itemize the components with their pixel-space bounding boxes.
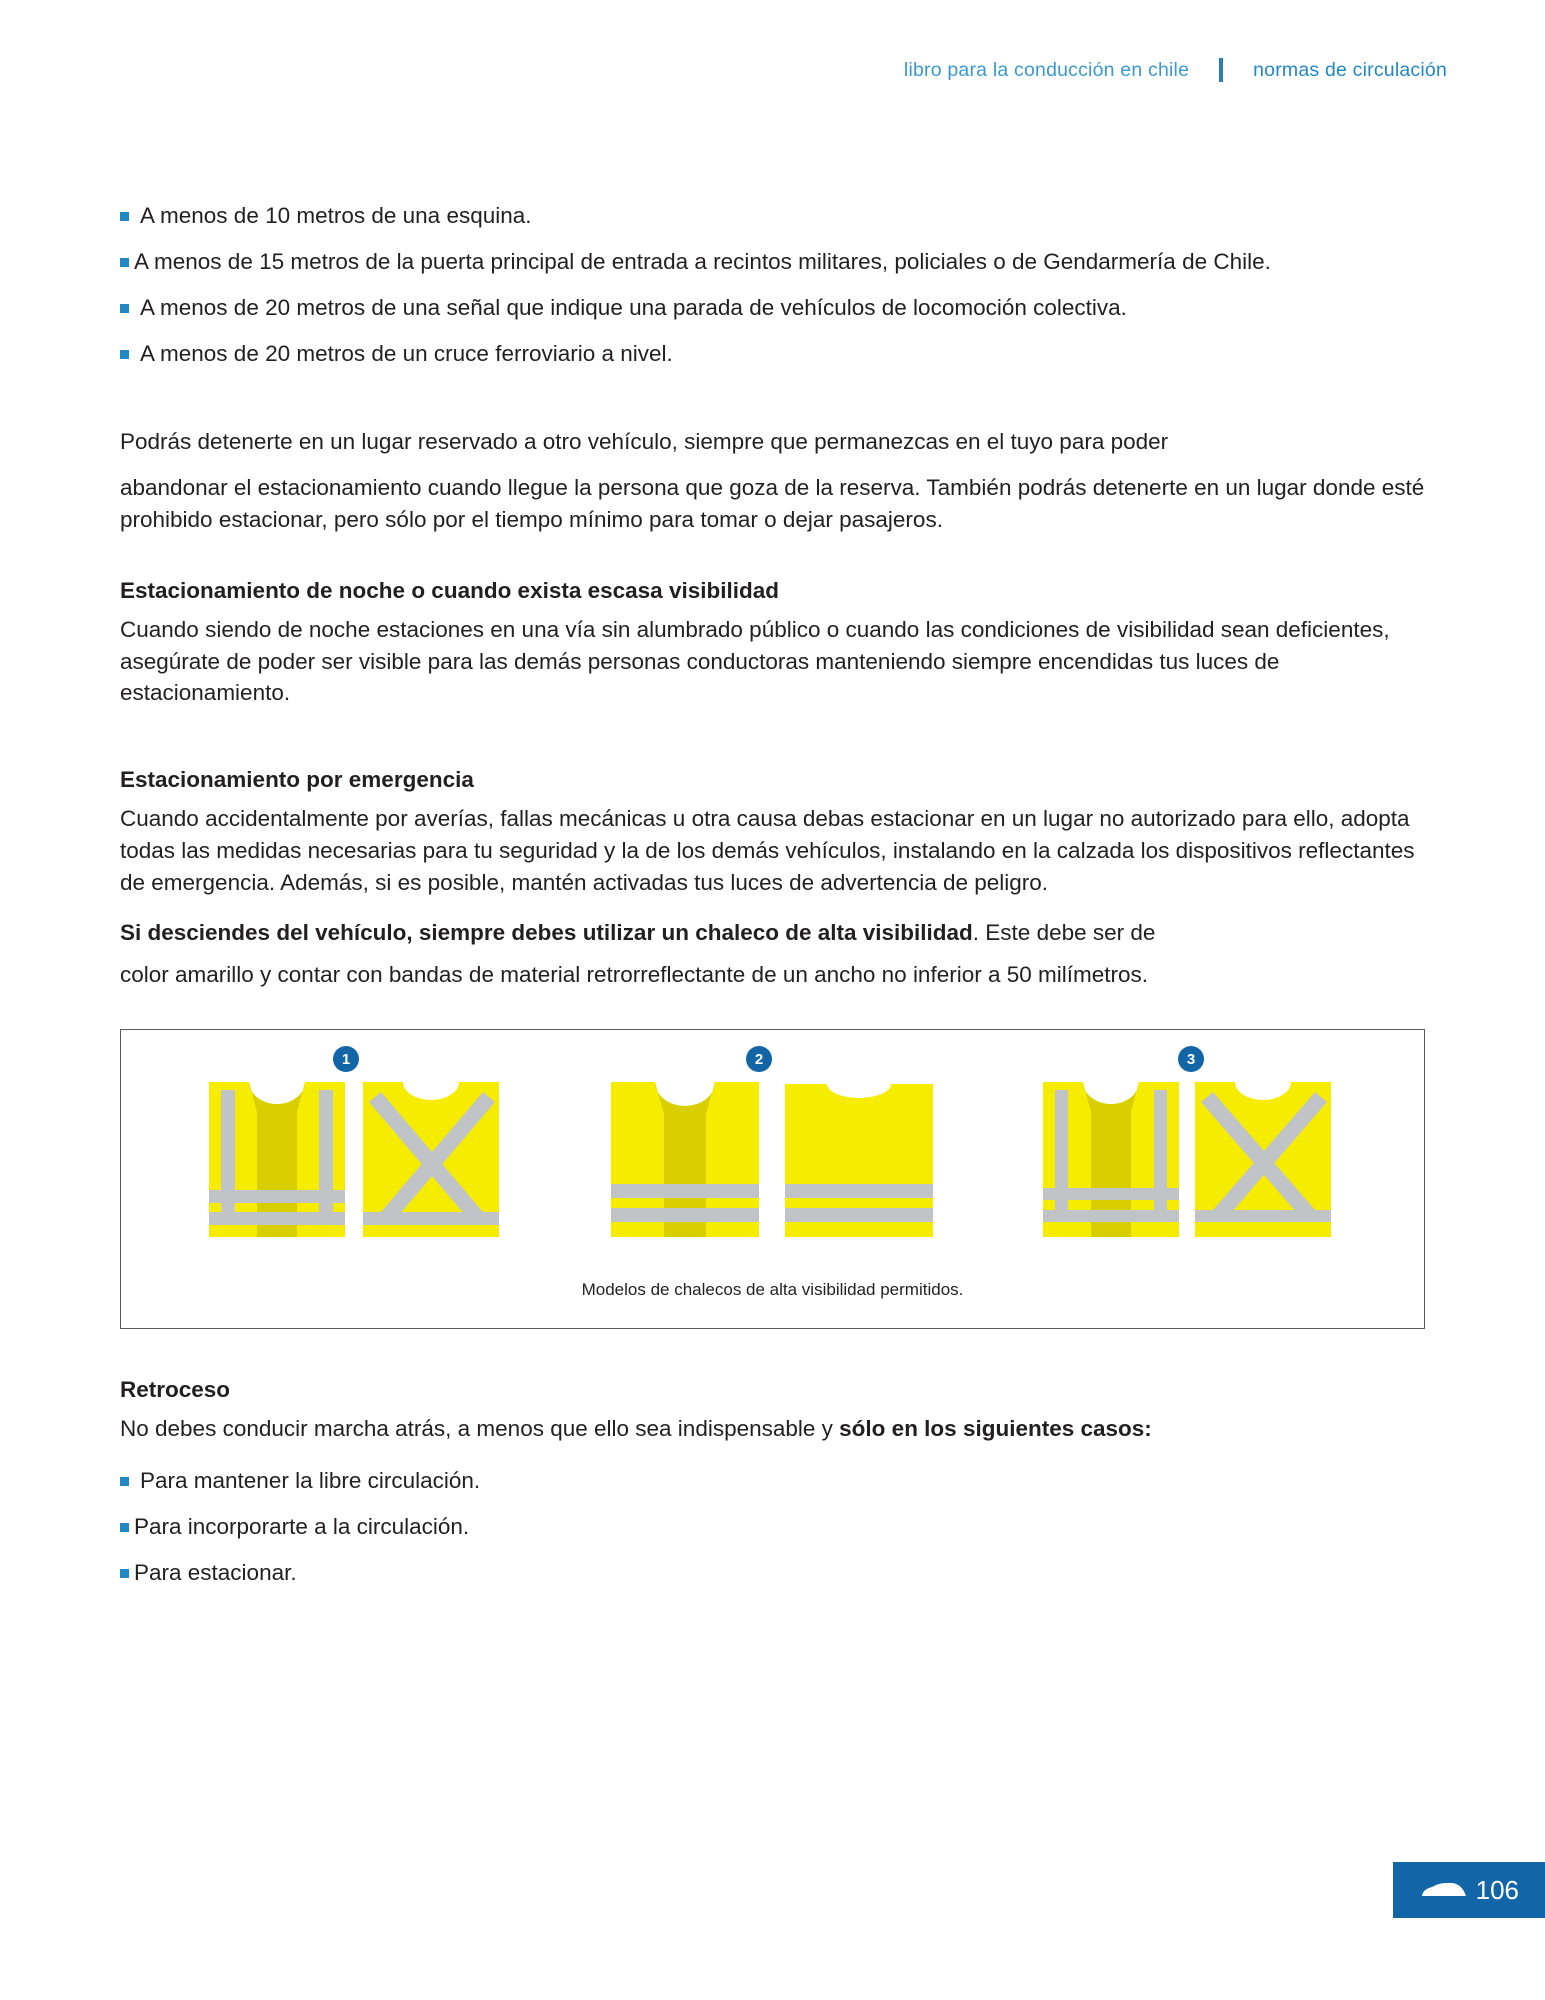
text-vest-requirement bbox=[120, 917, 1425, 949]
car-icon bbox=[1420, 1879, 1468, 1901]
page-number: 106 bbox=[1475, 1874, 1519, 1905]
heading-night-parking: Estacionamiento de noche o cuando exista escasa visibilidad bbox=[120, 577, 779, 603]
figure-badge-1: 1 bbox=[333, 1046, 359, 1072]
body-paragraph-2: abandonar el estacionamiento cuando llegue la persona que goza de la reserva. También podrás detenerte en un lugar donde esté prohibido estacionar, pero sólo por el tiempo mínimo para tomar o dejar pasajeros. bbox=[120, 474, 1425, 532]
list-item: Para estacionar. bbox=[120, 1557, 1425, 1589]
header-divider bbox=[1219, 58, 1223, 82]
page-header bbox=[904, 58, 1447, 82]
text-reverse-intro-normal: No debes conducir marcha atrás, a menos que ello sea indispensable y bbox=[120, 1416, 840, 1442]
vest-model-2 bbox=[601, 1072, 941, 1252]
figure-badge-2: 2 bbox=[746, 1046, 772, 1072]
figure-badge-3: 3 bbox=[1178, 1046, 1204, 1072]
vest-model-3 bbox=[1033, 1072, 1343, 1252]
list-item: A menos de 15 metros de la puerta principal de entrada a recintos militares, policiales o de Gendarmería de Chile. bbox=[120, 246, 1425, 278]
text-emergency-parking: Cuando accidentalmente por averías, fallas mecánicas u otra causa debas estacionar en un lugar no autorizado para ello, adopta todas las medidas necesarias para tu seguridad y la de los demás vehículos, instalando en la calzada los dispositivos reflectantes de emergencia. Además, si es posible, mantén activadas tus luces de advertencia de peligro. bbox=[120, 806, 1415, 896]
text-night-parking: Cuando siendo de noche estaciones en una vía sin alumbrado público o cuando las condiciones de visibilidad sean deficientes, asegúrate de poder ser visible para las demás personas conductoras manteniendo siempre encendidas tus luces de estacionamiento. bbox=[120, 616, 1390, 706]
text-reverse-intro-bold: sólo en los siguientes casos: bbox=[839, 1416, 1152, 1442]
prohibition-list bbox=[120, 200, 1425, 370]
text-vest-requirement-bold: Si desciendes del vehículo, siempre debes utilizar un chaleco de alta visibilidad bbox=[120, 920, 973, 946]
reverse-cases-list bbox=[120, 1465, 1425, 1589]
heading-reverse: Retroceso bbox=[120, 1377, 231, 1403]
text-vest-requirement-rest: . Este debe ser de bbox=[972, 920, 1156, 946]
list-item: Para incorporarte a la circulación. bbox=[120, 1511, 1425, 1543]
header-book-title: libro para la conducción en chile bbox=[903, 58, 1190, 81]
figure-vest-row bbox=[121, 1030, 1424, 1262]
page-number-tab bbox=[1393, 1862, 1545, 1918]
vest-model-1 bbox=[199, 1072, 509, 1252]
list-item: A menos de 20 metros de un cruce ferroviario a nivel. bbox=[120, 338, 1425, 370]
text-vest-requirement-line2: color amarillo y contar con bandas de material retrorreflectante de un ancho no inferior a 50 milímetros. bbox=[120, 962, 1149, 988]
list-item: Para mantener la libre circulación. bbox=[120, 1465, 1425, 1497]
body-paragraph-1: Podrás detenerte en un lugar reservado a otro vehículo, siempre que permanezcas en el tuyo para poder bbox=[120, 428, 1169, 454]
page-content bbox=[120, 200, 1425, 1603]
list-item: A menos de 20 metros de una señal que indique una parada de vehículos de locomoción colectiva. bbox=[120, 292, 1425, 324]
figure-vest-models bbox=[120, 1029, 1425, 1329]
vest-model-3-illustration bbox=[1033, 1072, 1343, 1247]
vest-model-1-illustration bbox=[199, 1072, 509, 1247]
vest-model-2-illustration bbox=[601, 1072, 941, 1247]
text-reverse-intro bbox=[120, 1413, 1425, 1445]
heading-emergency-parking: Estacionamiento por emergencia bbox=[120, 767, 474, 793]
list-item: A menos de 10 metros de una esquina. bbox=[120, 200, 1425, 232]
header-section-title: normas de circulación bbox=[1253, 58, 1447, 81]
figure-caption: Modelos de chalecos de alta visibilidad permitidos. bbox=[581, 1280, 964, 1300]
